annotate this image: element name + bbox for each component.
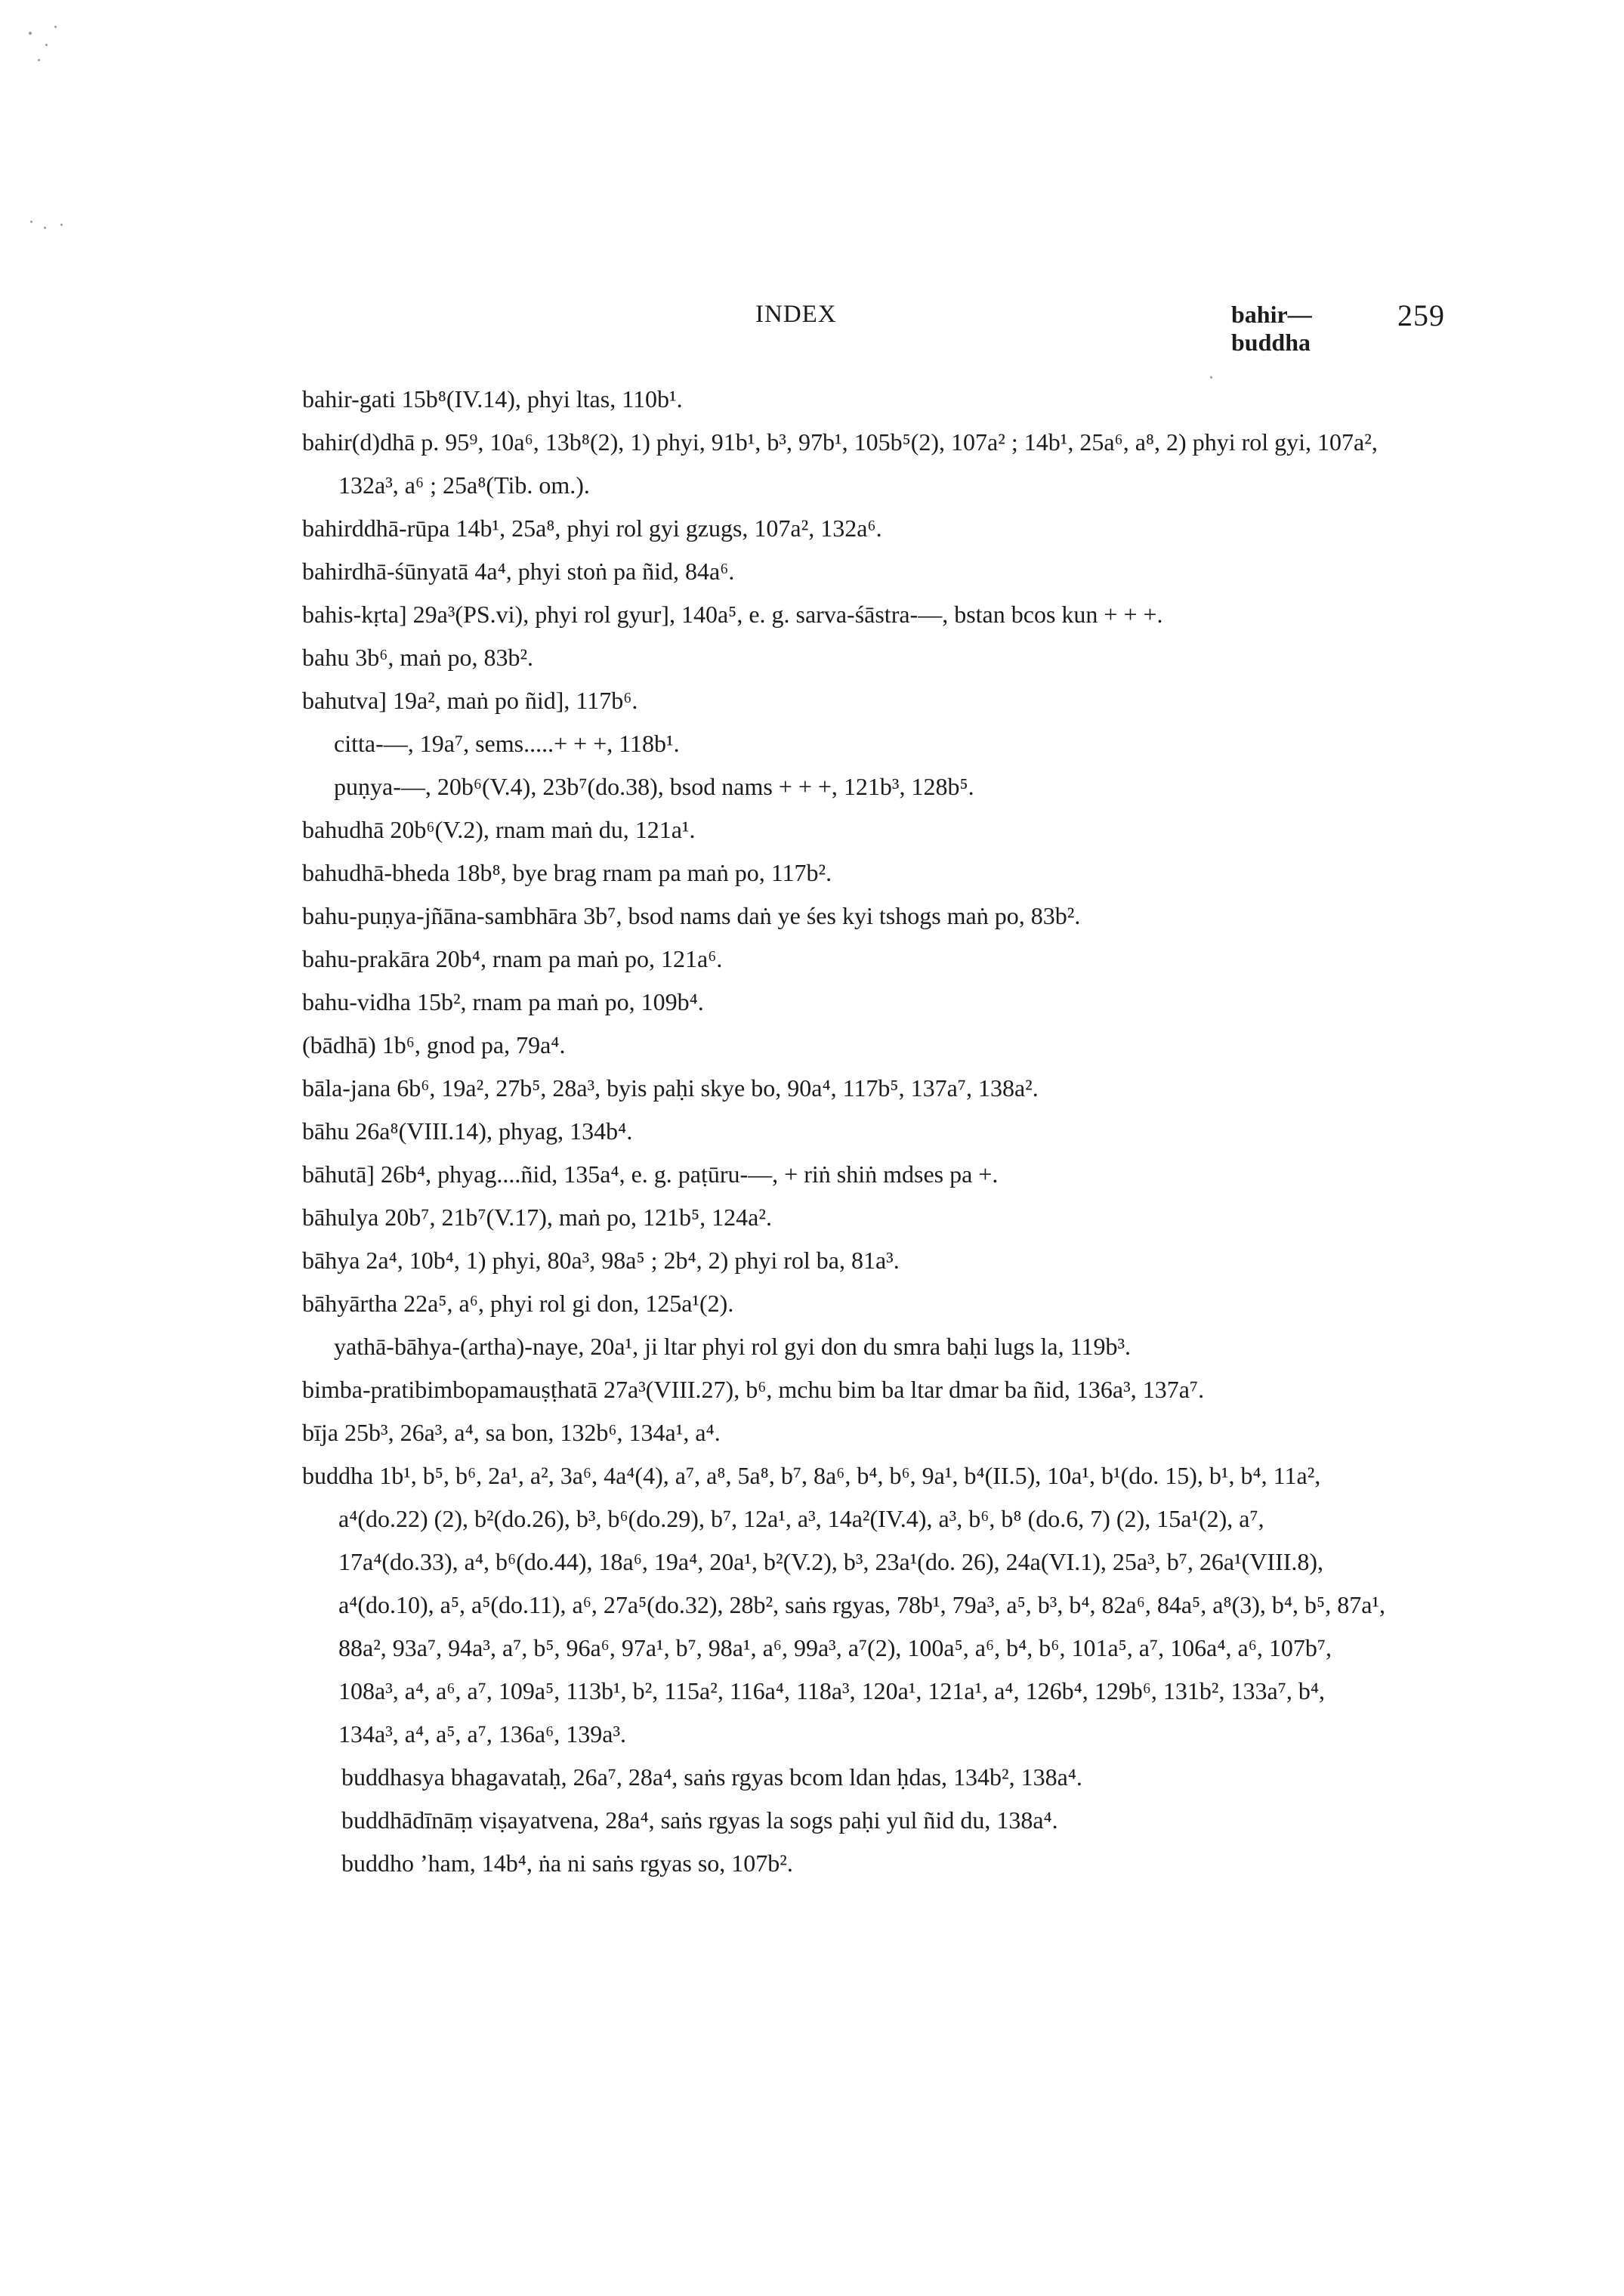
index-subentry: citta-—, 19a⁷, sems.....+ + +, 118b¹. — [334, 730, 680, 757]
index-entry: bimba-pratibimbopamauṣṭhatā 27a³(VIII.27), b⁶, mchu bim ba ltar dmar ba ñid, 136a³, 137a⁷. — [302, 1376, 1205, 1403]
index-entry: bahir(d)dhā p. 95⁹, 10a⁶, 13b⁸(2), 1) phyi, 91b¹, b³, 97b¹, 105b⁵(2), 107a² ; 14b¹, 25a⁶, a⁸, 2) phyi rol gyi, 107a², 132a³, a⁶ ; 25a⁸(Tib. om.). — [302, 428, 1378, 499]
index-entry: bāhya 2a⁴, 10b⁴, 1) phyi, 80a³, 98a⁵ ; 2b⁴, 2) phyi rol ba, 81a³. — [302, 1247, 900, 1274]
index-entry: bahu 3b⁶, maṅ po, 83b². — [302, 644, 534, 671]
running-head-title: INDEX — [755, 301, 837, 328]
index-entries — [302, 378, 1390, 1885]
scan-speck — [60, 224, 63, 226]
index-entry: bīja 25b³, 26a³, a⁴, sa bon, 132b⁶, 134a¹, a⁴. — [302, 1419, 721, 1446]
scan-speck — [45, 44, 48, 46]
scan-speck — [1210, 376, 1212, 379]
scan-speck — [44, 227, 46, 229]
scan-speck — [30, 221, 32, 223]
index-entry: bahirdhā-śūnyatā 4a⁴, phyi stoṅ pa ñid, 84a⁶. — [302, 558, 735, 585]
index-entry: bāhutā] 26b⁴, phyag....ñid, 135a⁴, e. g. paṭūru-—, + riṅ shiṅ mdses pa +. — [302, 1160, 999, 1188]
index-subentry: yathā-bāhya-(artha)-naye, 20a¹, ji ltar phyi rol gyi don du smra baḥi lugs la, 119b³. — [334, 1333, 1132, 1360]
page-number: 259 — [1397, 298, 1445, 332]
index-entry: bahutva] 19a², maṅ po ñid], 117b⁶. — [302, 687, 638, 714]
index-subentry: buddhādīnāṃ viṣayatvena, 28a⁴, saṅs rgyas la sogs paḥi yul ñid du, 138a⁴. — [341, 1806, 1058, 1834]
index-subentry: buddhasya bhagavataḥ, 26a⁷, 28a⁴, saṅs rgyas bcom ldan ḥdas, 134b², 138a⁴. — [341, 1763, 1082, 1791]
index-entry: bahirddhā-rūpa 14b¹, 25a⁸, phyi rol gyi gzugs, 107a², 132a⁶. — [302, 515, 882, 542]
index-entry: bāla-jana 6b⁶, 19a², 27b⁵, 28a³, byis paḥi skye bo, 90a⁴, 117b⁵, 137a⁷, 138a². — [302, 1074, 1039, 1102]
scan-speck — [54, 26, 57, 28]
index-subentry: buddho ’ham, 14b⁴, ṅa ni saṅs rgyas so, 107b². — [341, 1849, 793, 1877]
index-entry: bahu-vidha 15b², rnam pa maṅ po, 109b⁴. — [302, 988, 704, 1015]
index-entry: bahudhā-bheda 18b⁸, bye brag rnam pa maṅ po, 117b². — [302, 859, 832, 886]
running-head — [302, 298, 1445, 356]
index-entry: bahis-kṛta] 29a³(PS.vi), phyi rol gyur], 140a⁵, e. g. sarva-śāstra-—, bstan bcos kun + + +. — [302, 601, 1163, 628]
index-entry: bāhyārtha 22a⁵, a⁶, phyi rol gi don, 125a¹(2). — [302, 1290, 734, 1317]
running-head-range: bahir—buddha — [1231, 301, 1312, 356]
scan-speck — [38, 59, 40, 61]
index-entry: bahu-prakāra 20b⁴, rnam pa maṅ po, 121a⁶. — [302, 945, 723, 972]
index-entry: bāhu 26a⁸(VIII.14), phyag, 134b⁴. — [302, 1117, 633, 1145]
index-entry: bāhulya 20b⁷, 21b⁷(V.17), maṅ po, 121b⁵, 124a². — [302, 1204, 772, 1231]
scan-speck — [29, 32, 32, 35]
index-subentry: puṇya-—, 20b⁶(V.4), 23b⁷(do.38), bsod nams + + +, 121b³, 128b⁵. — [334, 773, 974, 800]
index-entry: buddha 1b¹, b⁵, b⁶, 2a¹, a², 3a⁶, 4a⁴(4), a⁷, a⁸, 5a⁸, b⁷, 8a⁶, b⁴, b⁶, 9a¹, b⁴(II.5), 10a¹, b¹(do. 15), b¹, b⁴, 11a², a⁴(do.22) (2), b²(do.26), b³, b⁶(do.29), b⁷, 12a¹, a³, 14a²(IV.4), a³, b⁶, b⁸ (do.6, 7) (2), 15a¹(2), a⁷, 17a⁴(do.33), a⁴, b⁶(do.44), 18a⁶, 19a⁴, 20a¹, b²(V.2), b³, 23a¹(do. 26), 24a(VI.1), 25a³, b⁷, 26a¹(VIII.8), a⁴(do.10), a⁵, a⁵(do.11), a⁶, 27a⁵(do.32), 28b², saṅs rgyas, 78b¹, 79a³, a⁵, b³, b⁴, 82a⁶, 84a⁵, a⁸(3), b⁴, b⁵, 87a¹, 88a², 93a⁷, 94a³, a⁷, b⁵, 96a⁶, 97a¹, b⁷, 98a¹, a⁶, 99a³, a⁷(2), 100a⁵, a⁶, b⁴, b⁶, 101a⁵, a⁷, 106a⁴, a⁶, 107b⁷, 108a³, a⁴, a⁶, a⁷, 109a⁵, 113b¹, b², 115a², 116a⁴, 118a³, 120a¹, 121a¹, a⁴, 126b⁴, 129b⁶, 131b², 133a⁷, b⁴, 134a³, a⁴, a⁵, a⁷, 136a⁶, 139a³. — [302, 1462, 1385, 1747]
index-entry: (bādhā) 1b⁶, gnod pa, 79a⁴. — [302, 1031, 566, 1058]
index-entry: bahu-puṇya-jñāna-sambhāra 3b⁷, bsod nams daṅ ye śes kyi tshogs maṅ po, 83b². — [302, 902, 1081, 929]
index-entry: bahir-gati 15b⁸(IV.14), phyi ltas, 110b¹. — [302, 385, 683, 413]
index-entry: bahudhā 20b⁶(V.2), rnam maṅ du, 121a¹. — [302, 816, 696, 843]
